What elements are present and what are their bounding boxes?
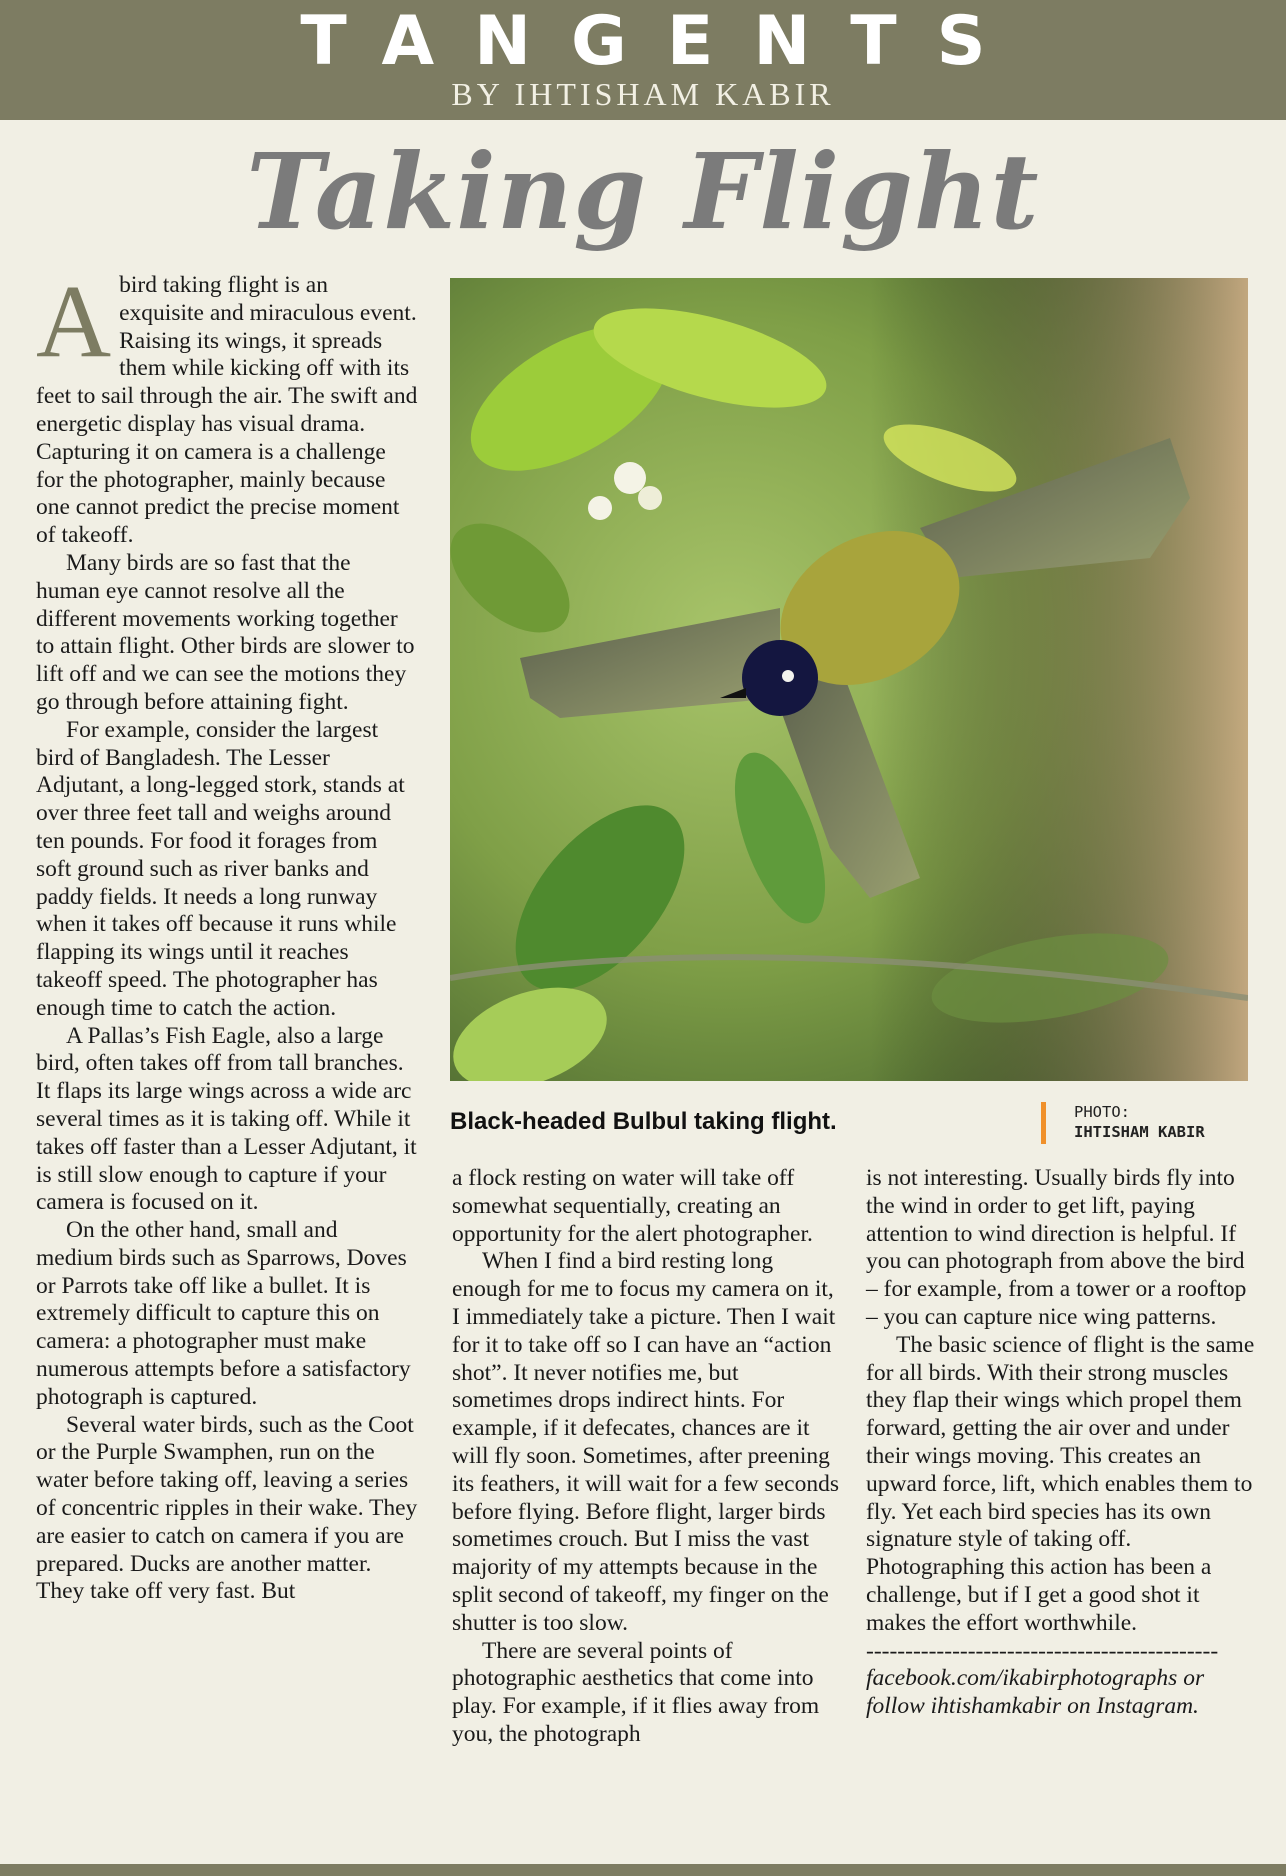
paragraph: a flock resting on water will take off somewhat sequentially, creating an opportunity for the alert photographer. [452, 1165, 813, 1247]
header-bar [0, 0, 1286, 120]
photo-credit-label: PHOTO: [1074, 1103, 1130, 1121]
separator: --------------------------------------------- [866, 1637, 1219, 1664]
photo-credit [1041, 1102, 1205, 1144]
paragraph: On the other hand, small and medium birds such as Sparrows, Doves or Parrots take off like a bullet. It is extremely difficult to capture this on camera: a photographer must make numerous attempts before a satisfactory photograph is captured. [36, 1217, 411, 1410]
series-title: TANGENTS [300, 2, 1026, 81]
paragraph: The basic science of flight is the same for all birds. With their strong muscles they flap their wings which propel them forward, getting the air over and under their wings moving. This creates an upward force, lift, which enables them to fly. Yet each bird species has its own signature style of taking off. Photographing this action has been a challenge, but if I get a good shot it makes the effort worthwhile. [866, 1331, 1255, 1636]
paragraph: Several water birds, such as the Coot or the Purple Swamphen, run on the water before taking off, leaving a series of concentric ripples in their wake. They are easier to catch on camera if you are prepared. Ducks are another matter. They take off very fast. But [36, 1411, 418, 1605]
paragraph [36, 264, 418, 550]
text-column-2 [452, 1165, 842, 1749]
paragraph: A Pallas’s Fish Eagle, also a large bird, often takes off from tall branches. It flaps its large wings across a wide arc several times as it is taking off. While it takes off faster than a Lesser Adjutant, it is still slow enough to capture if your camera is focused on it. [36, 1022, 417, 1216]
text-column-3 [866, 1165, 1256, 1721]
bird-photo [450, 278, 1248, 1081]
paragraph: When I find a bird resting long enough for me to focus my camera on it, I immediately take a picture. Then I wait for it to take off so I can have an “action shot”. It never notifies me, but sometimes drops indirect hints. For example, if it defecates, chances are it will fly soon. Sometimes, after preening its feathers, it will wait for a few seconds before flying. Before flight, larger birds sometimes crouch. But I miss the vast majority of my attempts because in the split second of takeoff, my finger on the shutter is too slow. [452, 1248, 839, 1636]
footer-bar [0, 1864, 1286, 1876]
photo-caption: Black-headed Bulbul taking flight. [450, 1108, 837, 1135]
paragraph: Many birds are so fast that the human eye cannot resolve all the different movements working together to attain flight. Other birds are slower to lift off and we can see the motions they go through before attaining fight. [36, 549, 415, 715]
drop-cap: A [36, 264, 112, 379]
paragraph: For example, consider the largest bird of Bangladesh. The Lesser Adjutant, a long-legged stork, stands at over three feet tall and weighs around ten pounds. For food it forages from soft ground such as river banks and paddy fields. It needs a long runway when it takes off because it runs while flapping its wings until it reaches takeoff speed. The photographer has enough time to catch the action. [36, 716, 405, 1021]
paragraph-text: bird taking flight is an exquisite and miraculous event. Raising its wings, it spreads them while kicking off with its feet to sail through the air. The swift and energetic display has visual drama. Capturing it on camera is a challenge for the photographer, mainly because one cannot predict the precise moment of takeoff. [36, 272, 418, 549]
paragraph: There are several points of photographic aesthetics that come into play. For example, if it flies away from you, the photograph [452, 1637, 820, 1747]
article-title: Taking Flight [246, 130, 1040, 253]
text-column-1 [36, 264, 418, 1606]
photo-credit-name: IHTISHAM KABIR [1074, 1123, 1205, 1141]
paragraph: is not interesting. Usually birds fly into the wind in order to get lift, paying attention to wind direction is helpful. If you can photograph from above the bird – for example, from a tower or a rooftop – you can capture nice wing patterns. [866, 1165, 1247, 1330]
byline: BY IHTISHAM KABIR [451, 76, 835, 112]
social-footer-note: facebook.com/ikabirphotographs or follow ihtishamkabir on Instagram. [866, 1665, 1205, 1720]
